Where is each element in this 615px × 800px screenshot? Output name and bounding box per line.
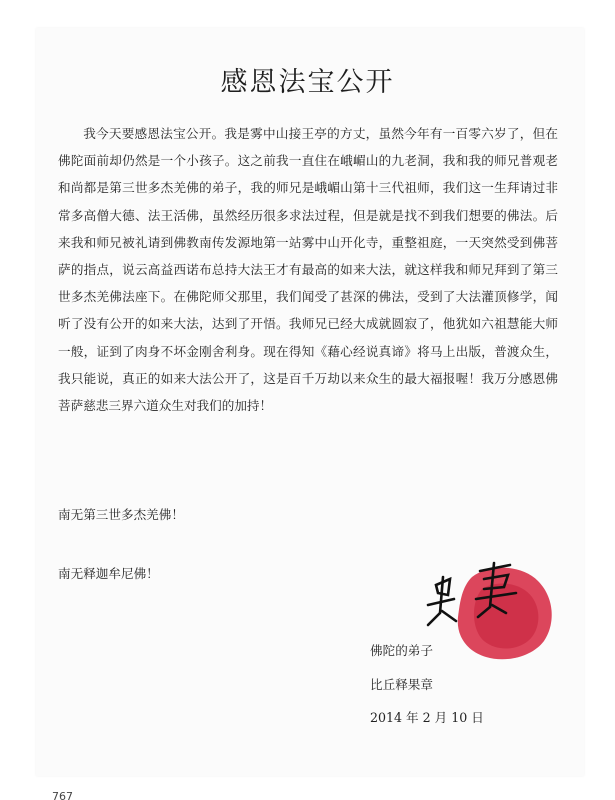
closing-line-1: 南无第三世多杰羌佛！ (58, 507, 184, 522)
closing-line-2: 南无释迦牟尼佛！ (58, 566, 159, 581)
page-number: 767 (52, 790, 73, 800)
letter-body: 我今天要感恩法宝公开。我是雾中山接王亭的方丈，虽然今年有一百零六岁了，但在佛陀面前却仍然是一个小孩子。这之前我一直住在峨嵋山的九老洞，我和我的师兄普观老和尚都是第三世多杰羌佛的弟子，我的师兄是峨嵋山第十三代祖师，我们这一生拜请过非常多高僧大德、法王活佛，虽然经历很多求法过程，但是就是找不到我们想要的佛法。后来我和师兄被礼请到佛教南传发源地第一站雾中山开化寺，重整祖庭，一天突然受到佛菩萨的指点，说云高益西诺布总持大法王才有最高的如来大法，就这样我和师兄拜到了第三世多杰羌佛法座下。在佛陀师父那里，我们闻受了甚深的佛法，受到了大法灌顶修学，闻听了没有公开的如来大法，达到了开悟。我师兄已经大成就圆寂了，他犹如六祖慧能大师一般，证到了肉身不坏金刚舍利身。现在得知《藉心经说真谛》将马上出版，普渡众生，我只能说，真正的如来大法公开了，这是百千万劫以来众生的最大福报喔！我万分感恩佛菩萨慈悲三界六道众生对我们的加持！ (58, 126, 558, 414)
page-title: 感恩法宝公开 (220, 67, 395, 98)
signature-role: 佛陀的弟子 (370, 643, 433, 658)
signature-name: 比丘释果章 (370, 677, 433, 692)
red-seal-with-signature (420, 555, 560, 665)
signature-date: 2014 年 2 月 10 日 (370, 710, 484, 725)
